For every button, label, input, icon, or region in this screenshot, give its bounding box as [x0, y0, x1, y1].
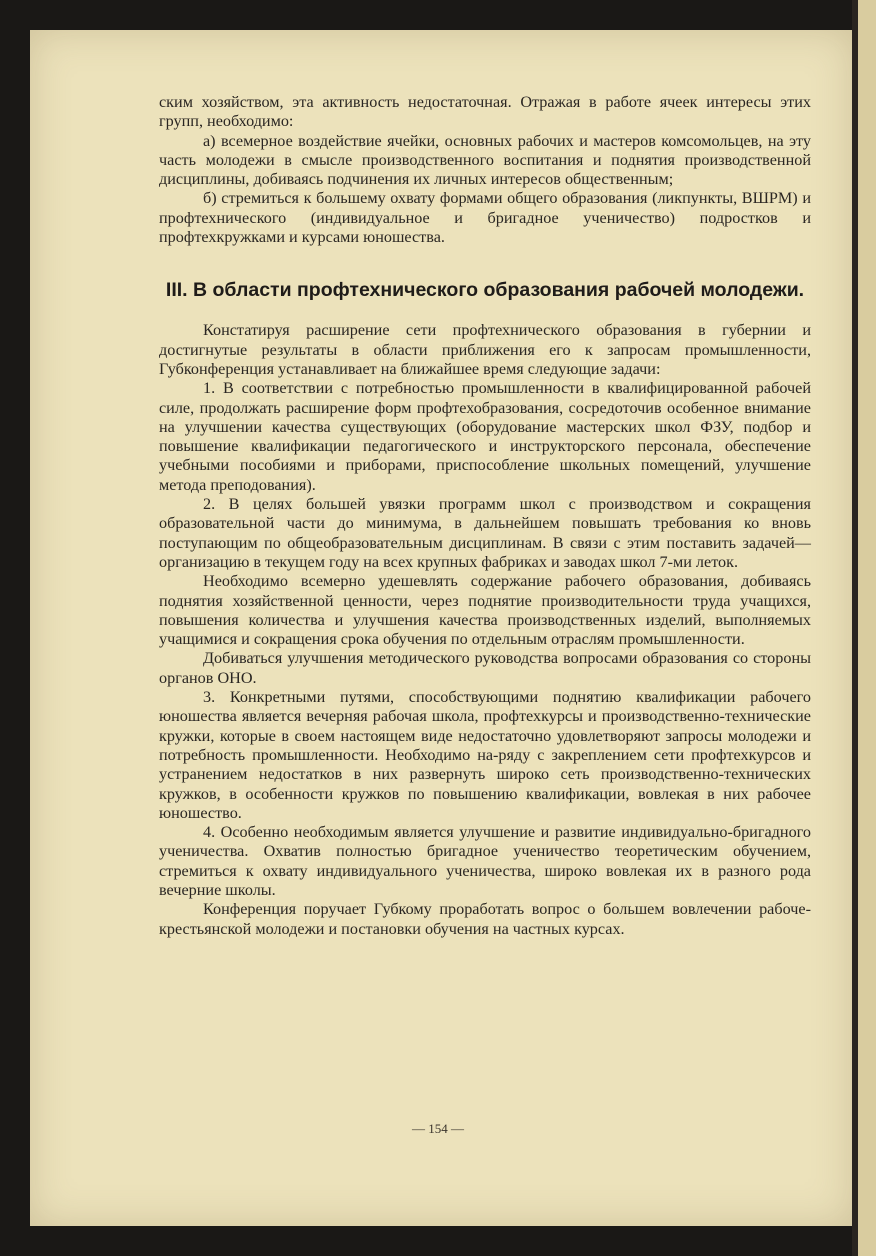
paragraph: 1. В соответствии с потребностью промышленности в квалифицированной рабочей силе, продолжать расширение форм профтехобразования, сосредоточив особенное внимание на улучшении качества существующих (оборудование мастерских школ ФЗУ, подбор и повышение квалификации педагогического и инструкторского персонала, обеспечение учебными пособиями и приборами, приспособление школьных помещений, улучшение метода преподования). [159, 379, 811, 494]
paragraph: Констатируя расширение сети профтехнического образования в губернии и достигнутые результаты в области приближения его к запросам промышленности, Губконференция устанавливает на ближайшее время следующие задачи: [159, 321, 811, 378]
page-text [159, 93, 811, 939]
paragraph: Добиваться улучшения методического руководства вопросами образования со стороны органов ОНО. [159, 649, 811, 687]
paragraph: Конференция поручает Губкому проработать вопрос о большем вовлечении рабоче-крестьянской молодежи и постановки обучения на частных курсах. [159, 900, 811, 938]
page-number: — 154 — [412, 1121, 464, 1136]
section-heading: III. В области профтехнического образования рабочей молодежи. [165, 279, 805, 302]
paragraph: б) стремиться к большему охвату формами общего образования (ликпункты, ВШРМ) и профтехнического (индивидуальное и бригадное ученичество) подростков и профтехкружками и курсами юношества. [159, 189, 811, 247]
paragraph: 2. В целях большей увязки программ школ с производством и сокращения образовательной части до минимума, в дальнейшем повышать требования ко вновь поступающим по общеобразовательным дисциплинам. В связи с этим поставить задачей—организацию в текущем году на всех крупных фабриках и заводах школ 7-ми леток. [159, 495, 811, 571]
paragraph: 3. Конкретными путями, способствующими поднятию квалификации рабочего юношества является вечерняя рабочая школа, профтехкурсы и производственно-технические кружки, которые в своем настоящем виде недостаточно удовлетворяют запросы молодежи и потребность промышленности. Необходимо на-ряду с закреплением сети профтехкурсов и устранением недостатков в них развернуть широко сеть производственно-технических кружков, в особенности кружков по повышению квалификации, вовлекая в них рабочее юношество. [159, 688, 811, 822]
paragraph: а) всемерное воздействие ячейки, основных рабочих и мастеров комсомольцев, на эту часть молодежи в смысле производственного воспитания и поднятия производственной дисциплины, добиваясь подчинения их личных интересов общественным; [159, 131, 811, 189]
binding-shadow [852, 0, 858, 1256]
paragraph: Необходимо всемерно удешевлять содержание рабочего образования, добиваясь поднятия хозяйственной ценности, через поднятие производительности труда учащихся, повышения количества и улучшения качества производственных изделий, выполняемых учащимися и сокращения срока обучения по отдельным отраслям промышленности. [159, 572, 811, 649]
paragraph: 4. Особенно необходимым является улучшение и развитие индивидуально-бригадного ученичества. Охватив полностью бригадное ученичество теоретическим обучением, стремиться к охвату индивидуального ученичества, широко вовлекая их в разного рода вечерние школы. [159, 823, 811, 899]
paragraph: ским хозяйством, эта активность недостаточная. Отражая в работе ячеек интересы этих групп, необходимо: [159, 93, 811, 131]
